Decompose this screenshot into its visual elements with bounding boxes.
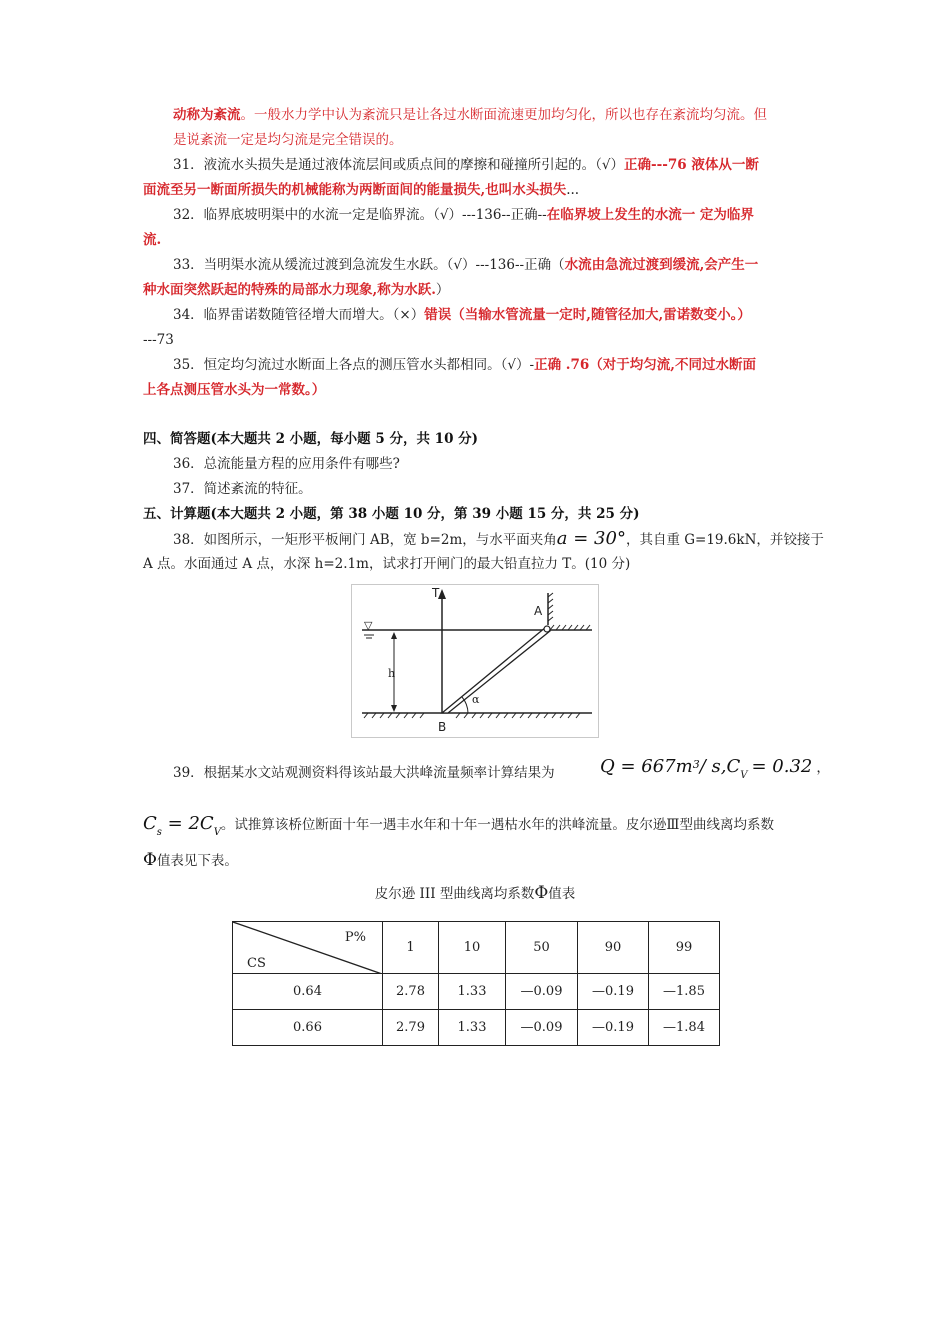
para-line-2: 是说紊流一定是均匀流是完全错误的。 [173,132,403,148]
water-level-icon: ▽ [364,619,373,632]
header-cell: 90 [578,922,649,974]
value-cell: —0.19 [578,974,649,1010]
header-cell: 1 [383,922,439,974]
flow-formula: $Q = 667m^3/$ $s,C_V = 0.32$ ， [600,756,830,781]
question-33-cont: 种水面突然跃起的特殊的局部水力现象,称为水跃.） [143,282,450,298]
question-39-end: Φ值表见下表。 [143,850,238,870]
para-line-1: 动称为紊流。一般水力学中认为紊流只是让各过水断面流速更加均匀化，所以也存在紊流均匀流。但 [173,107,767,123]
phi-table [232,921,720,1046]
value-cell: 2.79 [383,1010,439,1046]
value-cell: 1.33 [439,1010,506,1046]
question-39-cont: $C_s = 2C_V$。试推算该桥位断面十年一遇丰水年和十年一遇枯水年的洪峰流量。皮尔逊Ⅲ型曲线离均系数 [143,813,774,838]
table-corner-cell [233,922,383,974]
question-34-cont: ---73 [143,332,174,348]
table-row [233,974,720,1010]
label-b: B [438,720,447,734]
question-31-cont: 面流至另一断面所损失的机械能称为两断面间的能量损失,也叫水头损失... [143,182,580,198]
question-39: 39．根据某水文站观测资料得该站最大洪峰流量频率计算结果为 [173,765,555,781]
phi-symbol: Φ [143,850,157,870]
corner-bottom-label: CS [247,956,266,971]
header-cell: 10 [439,922,506,974]
question-36: 36．总流能量方程的应用条件有哪些? [173,456,400,472]
gate-diagram [352,585,598,737]
section-5-heading: 五、计算题(本大题共 2 小题，第 38 小题 10 分，第 39 小题 15 分，共 25 分) [143,506,640,522]
table-header-row [233,922,720,974]
question-37: 37．简述紊流的特征。 [173,481,312,497]
value-cell: 1.33 [439,974,506,1010]
question-38-cont: A 点。水面通过 A 点，水深 h=2.1m，试求打开闸门的最大铅直拉力 T。(10 分) [143,556,631,572]
gate-figure [351,584,599,738]
value-cell: 2.78 [383,974,439,1010]
cs-cell: 0.66 [233,1010,383,1046]
section-4-heading: 四、简答题(本大题共 2 小题，每小题 5 分，共 10 分) [143,431,479,447]
cs-formula: $C_s = 2C_V$ [143,813,221,838]
cs-cell: 0.64 [233,974,383,1010]
table-row [233,1010,720,1046]
value-cell: —1.84 [649,1010,720,1046]
value-cell: —0.19 [578,1010,649,1046]
value-cell: —1.85 [649,974,720,1010]
question-32: 32．临界底坡明渠中的水流一定是临界流。（√）---136--正确--在临界坡上发生的水流一 定为临界 [173,207,754,223]
corner-top-label: P% [344,930,366,945]
header-cell: 50 [506,922,578,974]
label-t: T [432,586,440,600]
label-h: h [388,667,396,680]
question-34: 34．临界雷诺数随管径增大而增大。（×）错误（当输水管流量一定时,随管径加大,雷诺数变小。） [173,307,751,323]
question-35-cont: 上各点测压管水头为一常数。） [143,382,326,398]
question-33: 33．当明渠水流从缓流过渡到急流发生水跃。（√）---136--正确（水流由急流过渡到缓流,会产生一 [173,257,759,273]
label-alpha: α [472,693,480,706]
question-38: 38．如图所示，一矩形平板闸门 AB，宽 b=2m，与水平面夹角a = 30°，其自重 G=19.6kN，并铰接于 [173,528,824,549]
question-31: 31．液流水头损失是通过液体流层间或质点间的摩擦和碰撞所引起的。（√）正确---76 液体从一断 [173,157,759,173]
label-a: A [534,604,543,618]
question-35: 35．恒定均匀流过水断面上各点的测压管水头都相同。（√）-正确 .76（对于均匀流,不同过水断面 [173,357,756,373]
header-cell: 99 [649,922,720,974]
value-cell: —0.09 [506,1010,578,1046]
hinge-a [544,626,550,632]
value-cell: —0.09 [506,974,578,1010]
angle-formula: a = 30° [556,528,626,549]
gate-plate [442,627,550,713]
table-title: 皮尔逊 III 型曲线离均系数Φ值表 [374,883,576,903]
question-32-cont: 流. [143,232,162,248]
